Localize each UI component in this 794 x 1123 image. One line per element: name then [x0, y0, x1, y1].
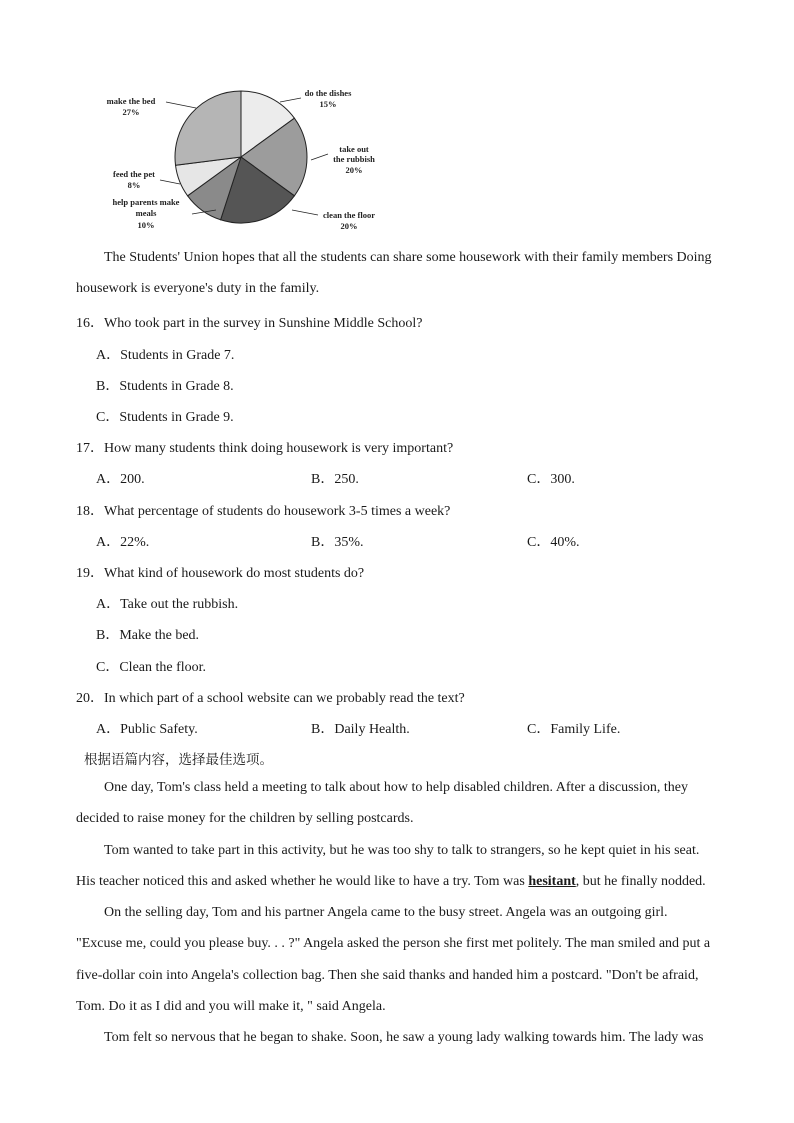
label-dishes-name: do the dishes [304, 88, 352, 98]
passage2-p2-line2-pre: His teacher noticed this and asked whether he would like to have a try. Tom was [76, 874, 529, 889]
question-20-stem: 20．In which part of a school website can we probably read the text? [76, 691, 465, 706]
question-19-option-c[interactable]: C．Clean the floor. [96, 660, 207, 675]
question-19-stem: 19．What kind of housework do most students do? [76, 566, 365, 581]
leader-line-rubbish [311, 154, 328, 160]
section-instruction: 根据语篇内容，选择最佳选项。 [84, 752, 273, 768]
passage2-p4-line1: Tom felt so nervous that he began to shake. Soon, he saw a young lady walking towards him. The lady was [104, 1030, 704, 1045]
passage2-p3-line1: On the selling day, Tom and his partner Angela came to the busy street. Angela was an outgoing girl. [104, 905, 668, 920]
label-meals-name1: help parents make [112, 197, 180, 207]
passage2-p2-line2-post: , but he finally nodded. [575, 874, 706, 889]
label-pet-pct: 8% [127, 180, 141, 190]
question-20-option-a[interactable]: A．Public Safety. [96, 722, 198, 737]
pie-svg [96, 82, 396, 242]
question-17-stem: 17．How many students think doing housework is very important? [76, 441, 454, 456]
leader-line-dishes [280, 98, 301, 102]
label-meals-pct: 10% [137, 220, 155, 230]
leader-line-floor [292, 210, 318, 215]
passage2-p3-line3: five-dollar coin into Angela's collection bag. Then she said thanks and handed him a postcard. "Don't be afraid, [76, 968, 699, 983]
question-19-option-a[interactable]: A．Take out the rubbish. [96, 597, 239, 612]
label-pet-name: feed the pet [112, 169, 156, 179]
question-18-option-b[interactable]: B．35%. [311, 535, 364, 550]
label-floor-name: clean the floor [323, 210, 375, 220]
question-16-stem: 16．Who took part in the survey in Sunshine Middle School? [76, 316, 423, 331]
question-17-option-b[interactable]: B．250. [311, 472, 359, 487]
label-meals-name2: meals [135, 208, 157, 218]
label-rubbish-name1: take out [339, 144, 369, 154]
label-rubbish-pct: 20% [345, 165, 363, 175]
question-20-option-c[interactable]: C．Family Life. [527, 722, 621, 737]
label-floor-pct: 20% [340, 221, 358, 231]
label-rubbish-name2: the rubbish [333, 154, 375, 164]
passage1-line1: The Students' Union hopes that all the students can share some housework with their family members Doing [104, 250, 712, 265]
question-19-option-b[interactable]: B．Make the bed. [96, 628, 200, 643]
passage2-p2-line1: Tom wanted to take part in this activity, but he was too shy to talk to strangers, so he kept quiet in his seat. [104, 843, 700, 858]
label-dishes-pct: 15% [319, 99, 337, 109]
question-17-option-a[interactable]: A．200. [96, 472, 145, 487]
passage2-p2-line2 [76, 874, 744, 890]
question-18-stem: 18．What percentage of students do housework 3-5 times a week? [76, 504, 451, 519]
pie-slice-make-the-bed [175, 91, 241, 165]
question-16-option-b[interactable]: B．Students in Grade 8. [96, 379, 234, 394]
hesitant-word: hesitant [528, 874, 576, 889]
passage2-p1-line2: decided to raise money for the children by selling postcards. [76, 811, 414, 826]
question-16-option-c[interactable]: C．Students in Grade 9. [96, 410, 234, 425]
leader-line-bed [166, 102, 196, 108]
label-bed-pct: 27% [122, 107, 140, 117]
passage2-p1-line1: One day, Tom's class held a meeting to talk about how to help disabled children. After a discussion, they [104, 780, 688, 795]
question-18-option-c[interactable]: C．40%. [527, 535, 580, 550]
question-16-option-a[interactable]: A．Students in Grade 7. [96, 348, 235, 363]
housework-pie-chart [96, 82, 396, 242]
question-20-option-b[interactable]: B．Daily Health. [311, 722, 410, 737]
passage2-p3-line4: Tom. Do it as I did and you will make it, " said Angela. [76, 999, 386, 1014]
leader-line-pet [160, 180, 180, 184]
question-18-option-a[interactable]: A．22%. [96, 535, 150, 550]
label-bed-name: make the bed [106, 96, 156, 106]
passage1-line2: housework is everyone's duty in the family. [76, 281, 320, 296]
passage2-p3-line2: "Excuse me, could you please buy. . . ?" Angela asked the person she first met politely. The man smiled and put a [76, 936, 711, 951]
question-17-option-c[interactable]: C．300. [527, 472, 575, 487]
